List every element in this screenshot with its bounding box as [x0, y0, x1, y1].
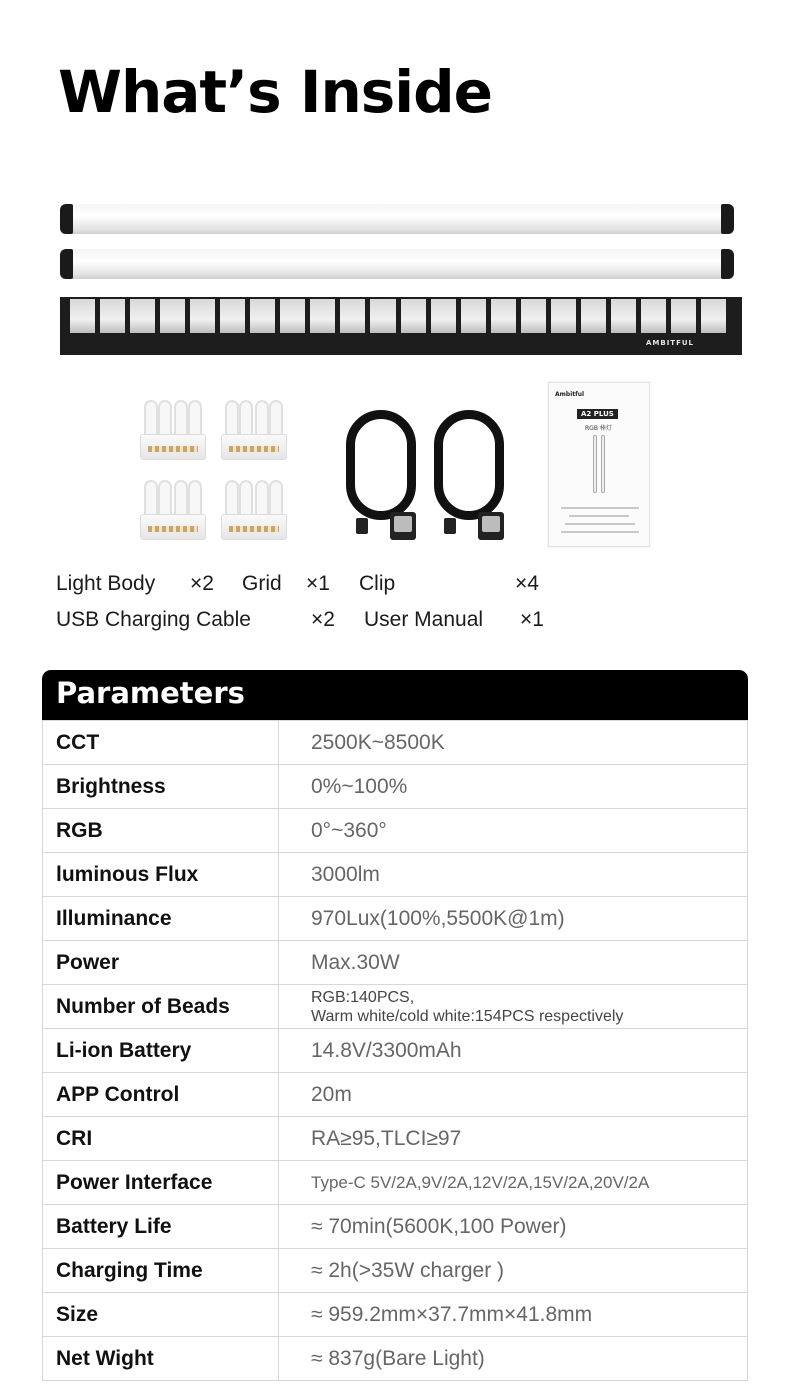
clip-image: [140, 480, 206, 540]
clip-image: [140, 400, 206, 460]
param-key: RGB: [43, 809, 279, 853]
param-value: 0%~100%: [279, 765, 748, 809]
param-key: Size: [43, 1293, 279, 1337]
param-value: ≈ 2h(>35W charger ): [279, 1249, 748, 1293]
param-key: Number of Beads: [43, 985, 279, 1029]
param-value: 2500K~8500K: [279, 721, 748, 765]
table-row: [43, 897, 748, 941]
table-row: [43, 853, 748, 897]
page-title: What’s Inside: [58, 58, 493, 126]
param-value: ≈ 70min(5600K,100 Power): [279, 1205, 748, 1249]
item-name: USB Charging Cable: [56, 608, 251, 631]
parameters-table: [42, 720, 748, 1381]
param-key: Power: [43, 941, 279, 985]
user-manual-image: [548, 382, 650, 547]
item-name: Light Body: [56, 572, 156, 595]
param-value: Type-C 5V/2A,9V/2A,12V/2A,15V/2A,20V/2A: [279, 1161, 748, 1205]
param-key: Illuminance: [43, 897, 279, 941]
item-name: User Manual: [364, 608, 484, 631]
param-value: 0°~360°: [279, 809, 748, 853]
parameters-header: [42, 670, 748, 720]
table-row: [43, 1249, 748, 1293]
param-key: CRI: [43, 1117, 279, 1161]
item-qty: ×1: [306, 572, 330, 595]
table-row: [43, 721, 748, 765]
usb-cable-image: [340, 410, 424, 540]
usb-cable-image: [428, 410, 512, 540]
parameters-title: Parameters: [56, 676, 245, 710]
item-qty: ×2: [311, 608, 335, 631]
item-qty: ×2: [190, 572, 214, 595]
table-row: [43, 985, 748, 1029]
light-body-image: [60, 249, 734, 279]
grid-image: [60, 297, 742, 355]
param-key: APP Control: [43, 1073, 279, 1117]
manual-model: A2 PLUS: [577, 409, 618, 419]
table-row: [43, 1161, 748, 1205]
param-value: ≈ 959.2mm×37.7mm×41.8mm: [279, 1293, 748, 1337]
param-key: Charging Time: [43, 1249, 279, 1293]
item-name: Grid: [242, 572, 282, 595]
param-value-line: Warm white/cold white:154PCS respectively: [311, 1007, 624, 1025]
table-row: [43, 809, 748, 853]
param-value-line: RGB:140PCS,: [311, 988, 415, 1006]
grid-brand-label: AMBITFUL: [645, 339, 694, 347]
param-key: luminous Flux: [43, 853, 279, 897]
param-value: 970Lux(100%,5500K@1m): [279, 897, 748, 941]
table-row: [43, 1337, 748, 1381]
param-value: 3000lm: [279, 853, 748, 897]
param-key: Li-ion Battery: [43, 1029, 279, 1073]
table-row: [43, 1073, 748, 1117]
param-value: [279, 985, 748, 1029]
parameters-section: [42, 670, 748, 1381]
item-qty: ×1: [520, 608, 544, 631]
param-key: Power Interface: [43, 1161, 279, 1205]
table-row: [43, 1293, 748, 1337]
param-value: 14.8V/3300mAh: [279, 1029, 748, 1073]
contents-row: [0, 572, 790, 600]
contents-row: [0, 608, 790, 636]
param-key: Brightness: [43, 765, 279, 809]
item-name: Clip: [359, 572, 396, 595]
table-row: [43, 1205, 748, 1249]
table-row: [43, 1117, 748, 1161]
param-value: 20m: [279, 1073, 748, 1117]
item-qty: ×4: [515, 572, 539, 595]
manual-subtitle: RGB 棒灯: [585, 425, 612, 432]
clip-image: [221, 480, 287, 540]
param-value: ≈ 837g(Bare Light): [279, 1337, 748, 1381]
manual-brand: Ambitful: [555, 391, 585, 398]
table-row: [43, 765, 748, 809]
param-value: RA≥95,TLCI≥97: [279, 1117, 748, 1161]
param-value: Max.30W: [279, 941, 748, 985]
clip-image: [221, 400, 287, 460]
table-row: [43, 941, 748, 985]
param-key: CCT: [43, 721, 279, 765]
param-key: Battery Life: [43, 1205, 279, 1249]
param-key: Net Wight: [43, 1337, 279, 1381]
table-row: [43, 1029, 748, 1073]
light-body-image: [60, 204, 734, 234]
